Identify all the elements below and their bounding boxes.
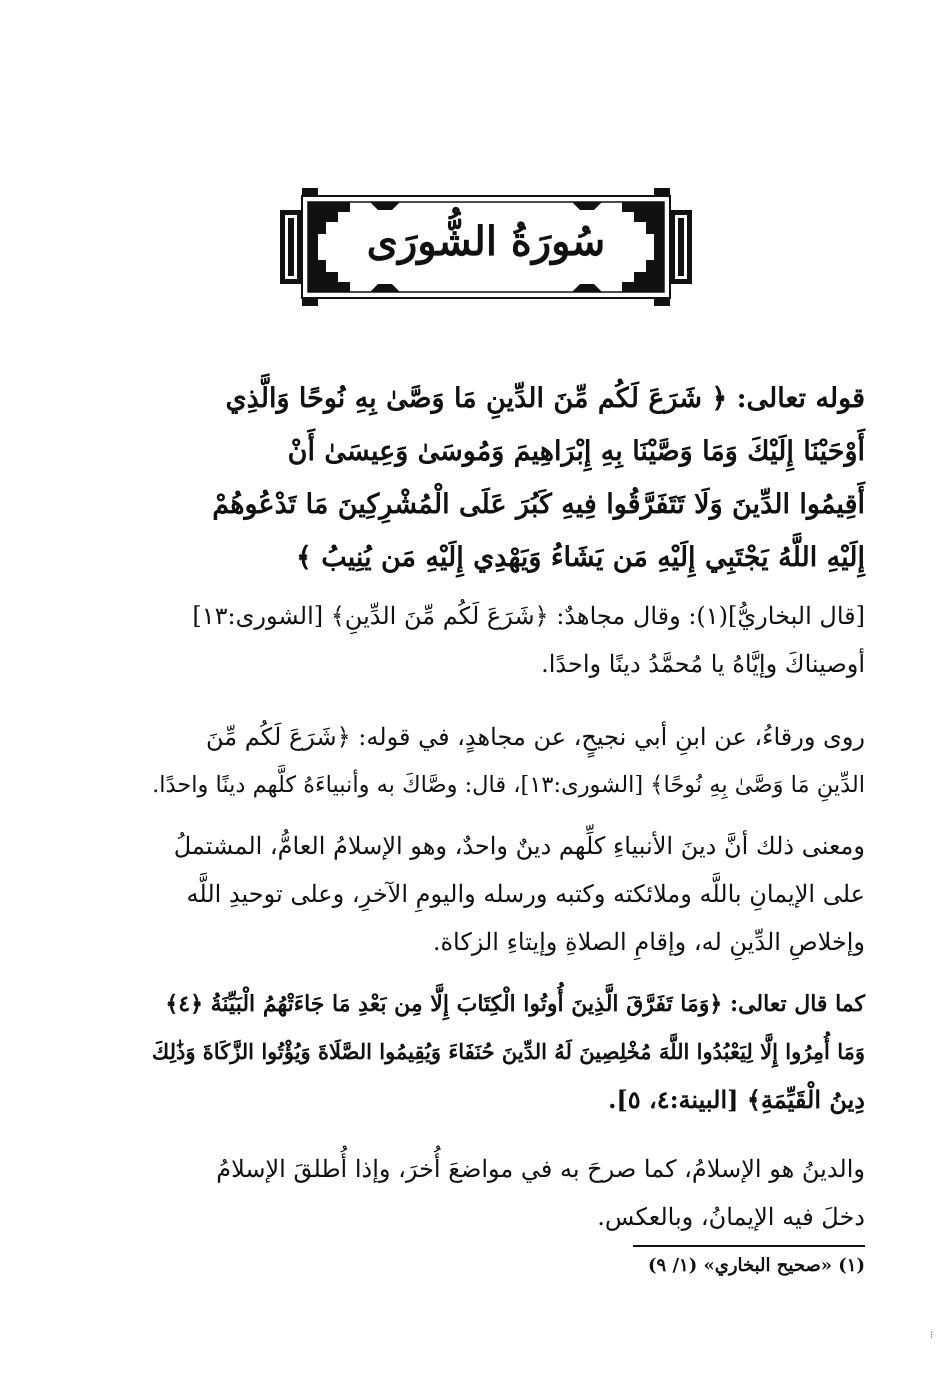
paragraph-line: الدِّينِ مَا وَصَّىٰ بِهِ نُوحًا﴾ [الشورى:١٣]، قال: وصَّاكَ به وأنبياءَهُ كلَّهم دينًا واحدًا. xyxy=(152,772,865,798)
paragraph-line: وَمَا أُمِرُوا إِلَّا لِيَعْبُدُوا اللَّهَ مُخْلِصِينَ لَهُ الدِّينَ حُنَفَاءَ وَيُقِيمُوا الصَّلَاةَ وَيُؤْتُوا الزَّكَاةَ وَذَٰلِكَ xyxy=(151,1039,865,1064)
surah-title-frame xyxy=(280,188,692,306)
footnote-divider xyxy=(633,1245,865,1247)
verse-line: إِلَيْهِ اللَّهُ يَجْتَبِي إِلَيْهِ مَن يَشَاءُ وَيَهْدِي إِلَيْهِ مَن يُنِيبُ ﴾ xyxy=(296,542,865,573)
surah-title: سُورَةُ الشُّورَى xyxy=(366,218,606,265)
paragraph-line: وإخلاصِ الدِّينِ له، وإقامِ الصلاةِ وإيتاءِ الزكاة. xyxy=(432,928,865,956)
verse-line: أَوْحَيْنَا إِلَيْكَ وَمَا وَصَّيْنَا بِهِ إِبْرَاهِيمَ وَمُوسَىٰ وَعِيسَىٰ أَنْ xyxy=(287,436,865,467)
verse-intro xyxy=(205,372,865,584)
paragraph-line: على الإيمانِ باللَّه وملائكته وكتبه ورسله واليومِ الآخرِ، وعلى توحيدِ اللَّه xyxy=(186,880,865,908)
meaning-paragraph xyxy=(150,822,865,966)
paragraph-line: أوصيناكَ وإيَّاهُ يا مُحمَّدُ دينًا واحدًا. xyxy=(541,650,865,678)
paragraph-line: ومعنى ذلك أنَّ دينَ الأنبياءِ كلِّهم دينٌ واحدٌ، وهو الإسلامُ العامُّ، المشتملُ xyxy=(173,832,865,860)
verse-line: قوله تعالى: ﴿ شَرَعَ لَكُم مِّنَ الدِّينِ مَا وَصَّىٰ بِهِ نُوحًا وَالَّذِي xyxy=(225,383,865,414)
paragraph-line: دخلَ فيه الإيمانُ، وبالعكس. xyxy=(597,1203,865,1231)
paragraph-line: روى ورقاءُ، عن ابنِ أبي نجيحٍ، عن مجاهدٍ، في قوله: ﴿شَرَعَ لَكُم مِّنَ xyxy=(206,723,865,751)
paragraph-line: والدينُ هو الإسلامُ، كما صرحَ به في مواضعَ أُخرَ، وإذا أُطلقَ الإسلامُ xyxy=(216,1155,865,1183)
paragraph-line: دِينُ الْقَيِّمَةِ﴾ [البينة:٤، ٥]. xyxy=(608,1085,865,1114)
bukhari-paragraph xyxy=(150,592,865,688)
paragraph-line: كما قال تعالى: ﴿وَمَا تَفَرَّقَ الَّذِينَ أُوتُوا الْكِتَابَ إِلَّا مِن بَعْدِ مَا جَاءَتْهُمُ الْبَيِّنَةُ ﴿٤﴾ xyxy=(165,991,865,1017)
bayyina-paragraph xyxy=(150,980,865,1124)
footnote: (١) «صحيح البخاري» (١/ ٩) xyxy=(647,1255,865,1276)
verse-line: أَقِيمُوا الدِّينَ وَلَا تَتَفَرَّقُوا فِيهِ كَبُرَ عَلَى الْمُشْرِكِينَ مَا تَدْعُوهُمْ xyxy=(212,489,865,520)
islam-paragraph xyxy=(150,1145,865,1241)
scan-speck: ⁝ xyxy=(930,1330,934,1341)
paragraph-line: [قال البخاريُّ](١): وقال مجاهدٌ: ﴿شَرَعَ لَكُم مِّنَ الدِّينِ﴾ [الشورى:١٣] xyxy=(192,602,865,630)
warqa-paragraph xyxy=(150,713,865,809)
